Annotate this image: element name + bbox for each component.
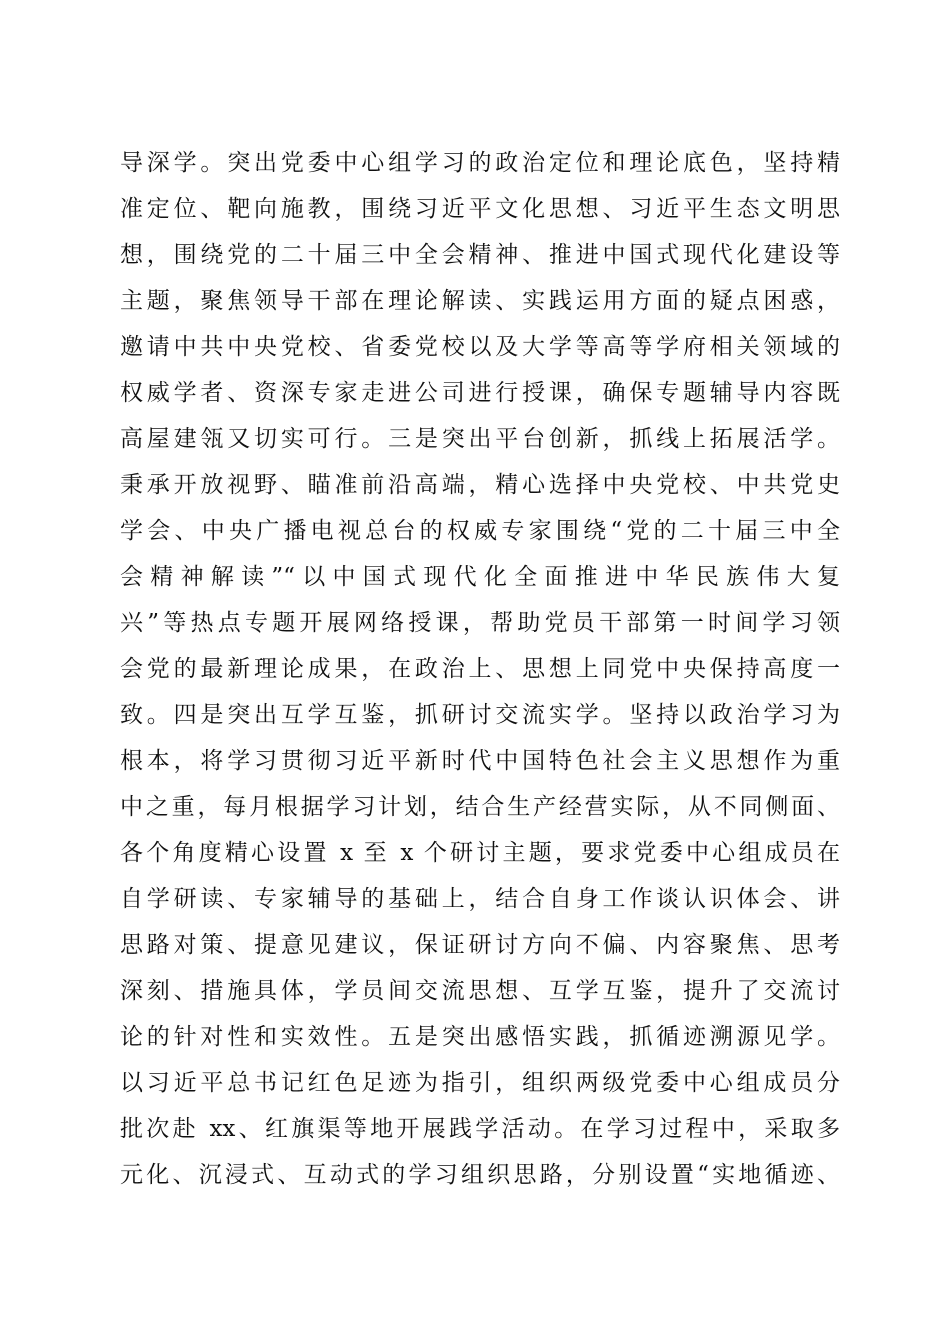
text-line: 批次赴 xx、红旗渠等地开展践学活动。在学习过程中，采取多 xyxy=(120,1116,840,1142)
text-line: 论的针对性和实效性。五是突出感悟实践，抓循迹溯源见学。 xyxy=(120,1024,840,1050)
text-line: 以习近平总书记红色足迹为指引，组织两级党委中心组成员分 xyxy=(120,1070,840,1096)
text-line: 学会、中央广播电视总台的权威专家围绕“党的二十届三中全 xyxy=(120,518,840,544)
text-line: 想，围绕党的二十届三中全会精神、推进中国式现代化建设等 xyxy=(120,242,840,268)
text-line: 深刻、措施具体，学员间交流思想、互学互鉴，提升了交流讨 xyxy=(120,978,840,1004)
body-paragraph xyxy=(120,140,840,1198)
text-line: 会党的最新理论成果，在政治上、思想上同党中央保持高度一 xyxy=(120,656,840,682)
text-line: 致。四是突出互学互鉴，抓研讨交流实学。坚持以政治学习为 xyxy=(120,702,840,728)
text-line: 准定位、靶向施教，围绕习近平文化思想、习近平生态文明思 xyxy=(120,196,840,222)
text-line: 中之重，每月根据学习计划，结合生产经营实际，从不同侧面、 xyxy=(120,794,840,820)
text-line: 自学研读、专家辅导的基础上，结合自身工作谈认识体会、讲 xyxy=(120,886,840,912)
text-line: 秉承开放视野、瞄准前沿高端，精心选择中央党校、中共党史 xyxy=(120,472,840,498)
text-line: 高屋建瓴又切实可行。三是突出平台创新，抓线上拓展活学。 xyxy=(120,426,840,452)
text-line: 邀请中共中央党校、省委党校以及大学等高等学府相关领域的 xyxy=(120,334,840,360)
text-line: 导深学。突出党委中心组学习的政治定位和理论底色，坚持精 xyxy=(120,150,840,176)
text-line: 各个角度精心设置 x 至 x 个研讨主题，要求党委中心组成员在 xyxy=(120,840,840,866)
text-line: 兴”等热点专题开展网络授课，帮助党员干部第一时间学习领 xyxy=(120,610,840,636)
text-line: 主题，聚焦领导干部在理论解读、实践运用方面的疑点困惑， xyxy=(120,288,840,314)
text-line: 会精神解读”“以中国式现代化全面推进中华民族伟大复 xyxy=(120,564,840,590)
text-line: 思路对策、提意见建议，保证研讨方向不偏、内容聚焦、思考 xyxy=(120,932,840,958)
text-line: 根本，将学习贯彻习近平新时代中国特色社会主义思想作为重 xyxy=(120,748,840,774)
text-line: 元化、沉浸式、互动式的学习组织思路，分别设置“实地循迹、 xyxy=(120,1162,840,1188)
text-line: 权威学者、资深专家走进公司进行授课，确保专题辅导内容既 xyxy=(120,380,840,406)
